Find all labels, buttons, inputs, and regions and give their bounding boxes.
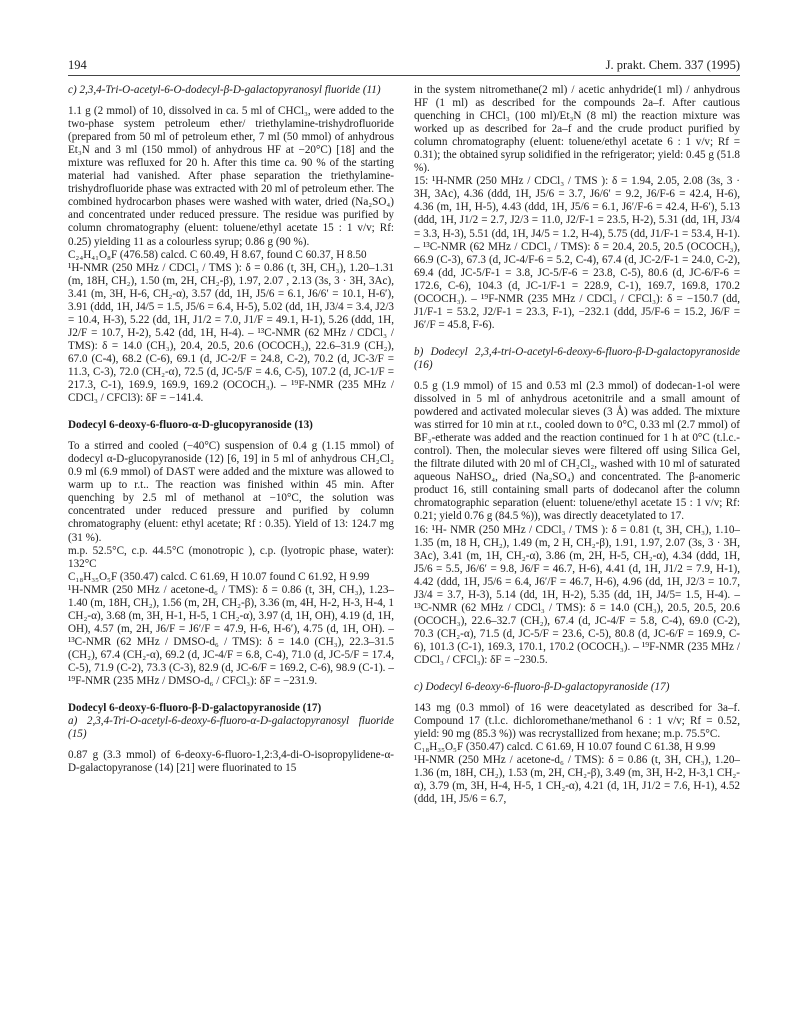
spacer (68, 405, 394, 419)
paragraph: ¹H-NMR (250 MHz / CDCl₃ / TMS ): δ = 0.86 (t, 3H, CH₃), 1.20–1.31 (m, 18H, CH₂), 1.50 (m, 2H, CH₂-β), 1.97, 2.07 , 2.13 (3s, 3 · 3H, 3Ac), 3.41 (m, 3H, H-6, CH₂-α), 3.57 (dd, 1H, J5/6 = 6.1, J6/6′ = 10.1, H-6′), 3.91 (ddd, 1H, J4/5 = 1.5, J5/6 = 6.4, H-5), 5.02 (dd, 1H, J3/4 = 3.4, J2/3 = 10.4, H-3), 5.22 (dd, 1H, J1/2 = 7.0, J1/F = 49.1, H-1), 5.26 (ddd, 1H, J2/F = 10.7, H-2), 5.42 (dd, 1H, H-4). – ¹³C-NMR (62 MHz / CDCl₃ / TMS): δ = 14.0 (CH₃), 20.4, 20.5, 20.6 (OCOCH₃), 22.6–31.9 (CH₂), 67.0 (C-4), 68.2 (C-6), 69.1 (d, JC-2/F = 24.8, C-2), 70.2 (d, JC-3/F = 11.3, C-3), 72.0 (CH₂-α), 72.5 (d, JC-5/F = 4.6, C-5), 107.2 (d, JC-1/F = 217.3, C-1), 169.9, 169.9, 169.2 (OCOCH₃). – ¹⁹F-NMR (235 MHz / CDCl₃ / CFCl3): δF = −141.4. (68, 261, 394, 405)
subsection-heading: c) Dodecyl 6-deoxy-6-fluoro-β-D-galactopyranoside (17) (414, 681, 670, 694)
spacer (68, 688, 394, 702)
paragraph: ¹H-NMR (250 MHz / acetone-d₆ / TMS): δ = 0.86 (t, 3H, CH₃), 1.20–1.36 (m, 18H, CH₂), 1.53 (m, 2H, CH₂-β), 3.49 (m, 3H, H-2, H-3,1 CH₂-α), 3.79 (m, 3H, H-4, H-5, 1 CH₂-α), 4.21 (d, 1H, J1/2 = 7.6, H-1), 4.52 (ddd, 1H, J5/6 = 6.7, (414, 754, 740, 806)
paragraph: m.p. 52.5°C, c.p. 44.5°C (monotropic ), c.p. (lyotropic phase, water): 132°C (68, 544, 394, 570)
section-heading: Dodecyl 6-deoxy-6-fluoro-β-D-galactopyranoside (17) (68, 702, 322, 715)
spacer (414, 332, 740, 346)
page-number: 194 (68, 58, 87, 72)
paragraph: 0.5 g (1.9 mmol) of 15 and 0.53 ml (2.3 mmol) of dodecan-1-ol were dissolved in 5 ml of anhydrous acetonitrile and a small amount of powdered and activated molecular sieves (3 Å) was added. The mixture was stirred for 10 min at r.t., cooled down to 0°C, 0.33 ml (2.7 mmol) of BF₃-etherate was added and the reaction continued for 1 h at 0°C (t.l.c.-control). Then, the molecular sieves were filtered off using Silica Gel, the filtrate diluted with 20 ml of CH₂Cl₂, washed with 10 ml of saturated aqueous NaHSO₄, dried (Na₂SO₄) and concentrated. The β-anomeric product 16, still containing small parts of dodecanol after the column chromatographic separation (eluent: toluene/ethyl acetate 15 : 1 v/v; Rf: 0.21; yield 0.76 g (84.5 %)), was directly deacetylated to 17. (414, 379, 740, 523)
subsection-heading: b) Dodecyl 2,3,4-tri-O-acetyl-6-deoxy-6-fluoro-β-D-galactopyranoside (16) (414, 345, 740, 371)
spacer (414, 372, 740, 380)
paragraph: C₁₈H₃₅O₅F (350.47) calcd. C 61.69, H 10.07 found C 61.92, H 9.99 (68, 570, 370, 583)
paragraph: in the system nitromethane(2 ml) / acetic anhydride(1 ml) / anhydrous HF (1 ml) as described for the compounds 2a–f. After cautious quenching in CHCl₃ (100 ml)/Et₃N (8 ml) the reaction mixture was worked up as described for 2a–f and the crude product purified by column chromatography (eluent: toluene/ethyl acetate 6 : 1 v/v; Rf = 0.31); the obtained syrup solidified in the refrigerator; yield: 0.45 g (51.8 %). (414, 84, 740, 175)
paragraph: 15: ¹H-NMR (250 MHz / CDCl₃ / TMS ): δ = 1.94, 2.05, 2.08 (3s, 3 · 3H, 3Ac), 4.36 (ddd, 1H, J5/6 = 3.7, J6/6′ = 9.2, J6/F-6 = 42.4, H-6), 4.36 (m, 1H, H-5), 4.43 (ddd, 1H, J5/6 = 6.1, J6′/F-6 = 42.4, H-6′), 5.13 (ddd, 1H, J1/2 = 2.7, J2/3 = 11.0, J2/F-1 = 23.5, H-2), 5.31 (dd, 1H, J3/4 = 3.3, H-3), 5.51 (dd, 1H, J4/5 = 1.2, H-4), 5.75 (dd, J1/F-1 = 53.4, H-1). – ¹³C-NMR (62 MHz / CDCl₃ / TMS): δ = 20.4, 20.5, 20.5 (OCOCH₃), 66.9 (C-3), 67.3 (d, JC-4/F-6 = 5.2, C-4), 67.4 (d, JC-2/F-1 = 24.0, C-2), 69.4 (dd, JC-5/F-1 = 3.8, JC-5/F-6 = 23.8, C-5), 80.6 (d, JC-6/F-6 = 172.6, C-6), 104.3 (d, JC-1/F-1 = 228.9, C-1), 169.7, 169.8, 170.2 (OCOCH₃). – ¹⁹F-NMR (235 MHz / CDCl₃ / CFCl₃): δ = −150.7 (dd, J1/F-1 = 53.2, J2/F-1 = 23.3, F-1), −232.1 (ddd, J5/F-6 = 15.2, J6/F = J6′/F = 45.8, F-6). (414, 175, 740, 331)
page-header (68, 58, 740, 74)
paragraph: 143 mg (0.3 mmol) of 16 were deacetylated as described for 3a–f. Compound 17 (t.l.c. dichloromethane/methanol 6 : 1 v/v; Rf = 0.52, yield: 90 mg (85.3 %)) was recrystallized from hexane; m.p. 75.5°C. (414, 702, 740, 741)
left-column (68, 84, 394, 775)
spacer (68, 432, 394, 440)
spacer (414, 694, 740, 702)
paragraph: C₂₄H₄₁O₈F (476.58) calcd. C 60.49, H 8.67, found C 60.37, H 8.50 (68, 248, 367, 261)
journal-reference: J. prakt. Chem. 337 (1995) (605, 58, 740, 72)
header-rule (68, 75, 740, 76)
paragraph: 0.87 g (3.3 mmol) of 6-deoxy-6-fluoro-1,2:3,4-di-O-isopropylidene-α-D-galactopyranose (14) [21] were fluorinated to 15 (68, 749, 394, 775)
paragraph: 1.1 g (2 mmol) of 10, dissolved in ca. 5 ml of CHCl₃, were added to the two-phase system petroleum ether/ triethylamine-trishydrofluoride (prepared from 50 ml of petroleum ether, 7 ml (50 mmol) of anhydrous Et₃N and 3 ml (150 mmol) of anhydrous HF at −20°C) [18] and the mixture was refluxed for 20 h. After this time ca. 90 % of the starting material had vanished. After phase separation the triethylamine-trishydrofluoride phase was extracted with 20 ml of petroleum ether. The combined hydrocarbon phases were washed with water, dried (Na₂SO₄) and concentrated under reduced pressure. The residue was purified by column chromatography (eluent: toluene/ethyl acetate 15 : 1 v/v; Rf: 0.25) yielding 11 as a colourless syrup; 0.86 g (90 %). (68, 105, 394, 248)
paragraph: ¹H-NMR (250 MHz / acetone-d₆ / TMS): δ = 0.86 (t, 3H, CH₃), 1.23–1.40 (m, 18H, CH₂), 1.56 (m, 2H, CH₂-β), 3.36 (m, 4H, H-2, H-3, H-4, 1 CH₂-α), 3.68 (m, 3H, H-1, H-5, 1 CH₂-α), 3.97 (d, 1H, OH), 4.19 (d, 1H, OH), 4.57 (m, 2H, J6/F = J6′/F = 47.9, H-6, H-6′), 4.75 (d, 1H, OH). – ¹³C-NMR (62 MHz / DMSO-d₆ / TMS): δ = 14.0 (CH₃), 22.3–31.5 (CH₂), 67.4 (CH₂-α), 69.2 (d, JC-4/F = 6.8, C-4), 71.0 (d, JC-5/F = 17.4, C-5), 71.9 (C-2), 73.3 (C-3), 82.9 (d, JC-6/F = 169.2, C-6), 98.9 (C-1). – ¹⁹F-NMR (235 MHz / DMSO-d₆ / CFCl₃): δF = −231.9. (68, 583, 394, 688)
paragraph: 16: ¹H- NMR (250 MHz / CDCl₃ / TMS ): δ = 0.81 (t, 3H, CH₃), 1.10–1.35 (m, 18 H, CH₂), 1.49 (m, 2 H, CH₂-β), 1.91, 1.97, 2.07 (3s, 3 · 3H, 3Ac), 3.41 (m, 1H, CH₂-α), 3.86 (m, 2H, H-5, CH₂-α), 4.34 (ddd, 1H, J5/6 = 5.5, J6/6′ = 9.8, J6/F = 46.7, H-6), 4.41 (d, 1H, J1/2 = 7.9, H-1), 4.42 (ddd, 1H, J5/6 = 6.4, J6′/F = 46.7, H-6), 4.96 (dd, 1H, J2/3 = 10.7, J3/4 = 3.7, H-3), 5.14 (dd, 1H, H-2), 5.35 (dd, 1H, J4/5= 1.5, H-4). – ¹³C-NMR (62 MHz / CDCl₃ / TMS): δ = 14.0 (CH₃), 20.5, 20.5, 20.6 (OCOCH₃), 22.6–32.7 (CH₂), 67.4 (d, JC-4/F = 5.8, C-4), 69.0 (C-2), 70.3 (CH₂-α), 71.5 (d, JC-5/F = 23.6, C-5), 80.8 (d, JC-6/F = 169.9, C-6), 101.3 (C-1), 169.3, 170.1, 170.2 (OCOCH₃). – ¹⁹F-NMR (235 MHz / CDCl₃ / CFCl₃): δF = −230.5. (414, 523, 740, 666)
paragraph: To a stirred and cooled (−40°C) suspension of 0.4 g (1.15 mmol) of dodecyl α-D-glucopyranoside (12) [6, 19] in 5 ml of anhydrous CH₂Cl₂ 0.9 ml (6.9 mmol) of DAST were added and the mixture was allowed to warm up to r.t.. The reaction was finished within 45 min. After quenching by 2.5 ml of methanol at −10°C, the solution was concentrated under reduced pressure and purified by column chromatography (eluent: ethyl acetate; Rf : 0.35). Yield of 13: 124.7 mg (31 %). (68, 440, 394, 544)
spacer (68, 741, 394, 749)
subsection-heading: c) 2,3,4-Tri-O-acetyl-6-O-dodecyl-β-D-galactopyranosyl fluoride (11) (68, 84, 381, 96)
subsection-heading: a) 2,3,4-Tri-O-acetyl-6-deoxy-6-fluoro-α-D-galactopyranosyl fluoride (15) (68, 715, 394, 741)
spacer (414, 667, 740, 681)
right-column (414, 84, 740, 806)
spacer (68, 97, 394, 105)
section-heading: Dodecyl 6-deoxy-6-fluoro-α-D-glucopyranoside (13) (68, 419, 313, 432)
paragraph: C₁₈H₃₅O₅F (350.47) calcd. C 61.69, H 10.07 found C 61.38, H 9.99 (414, 741, 716, 754)
